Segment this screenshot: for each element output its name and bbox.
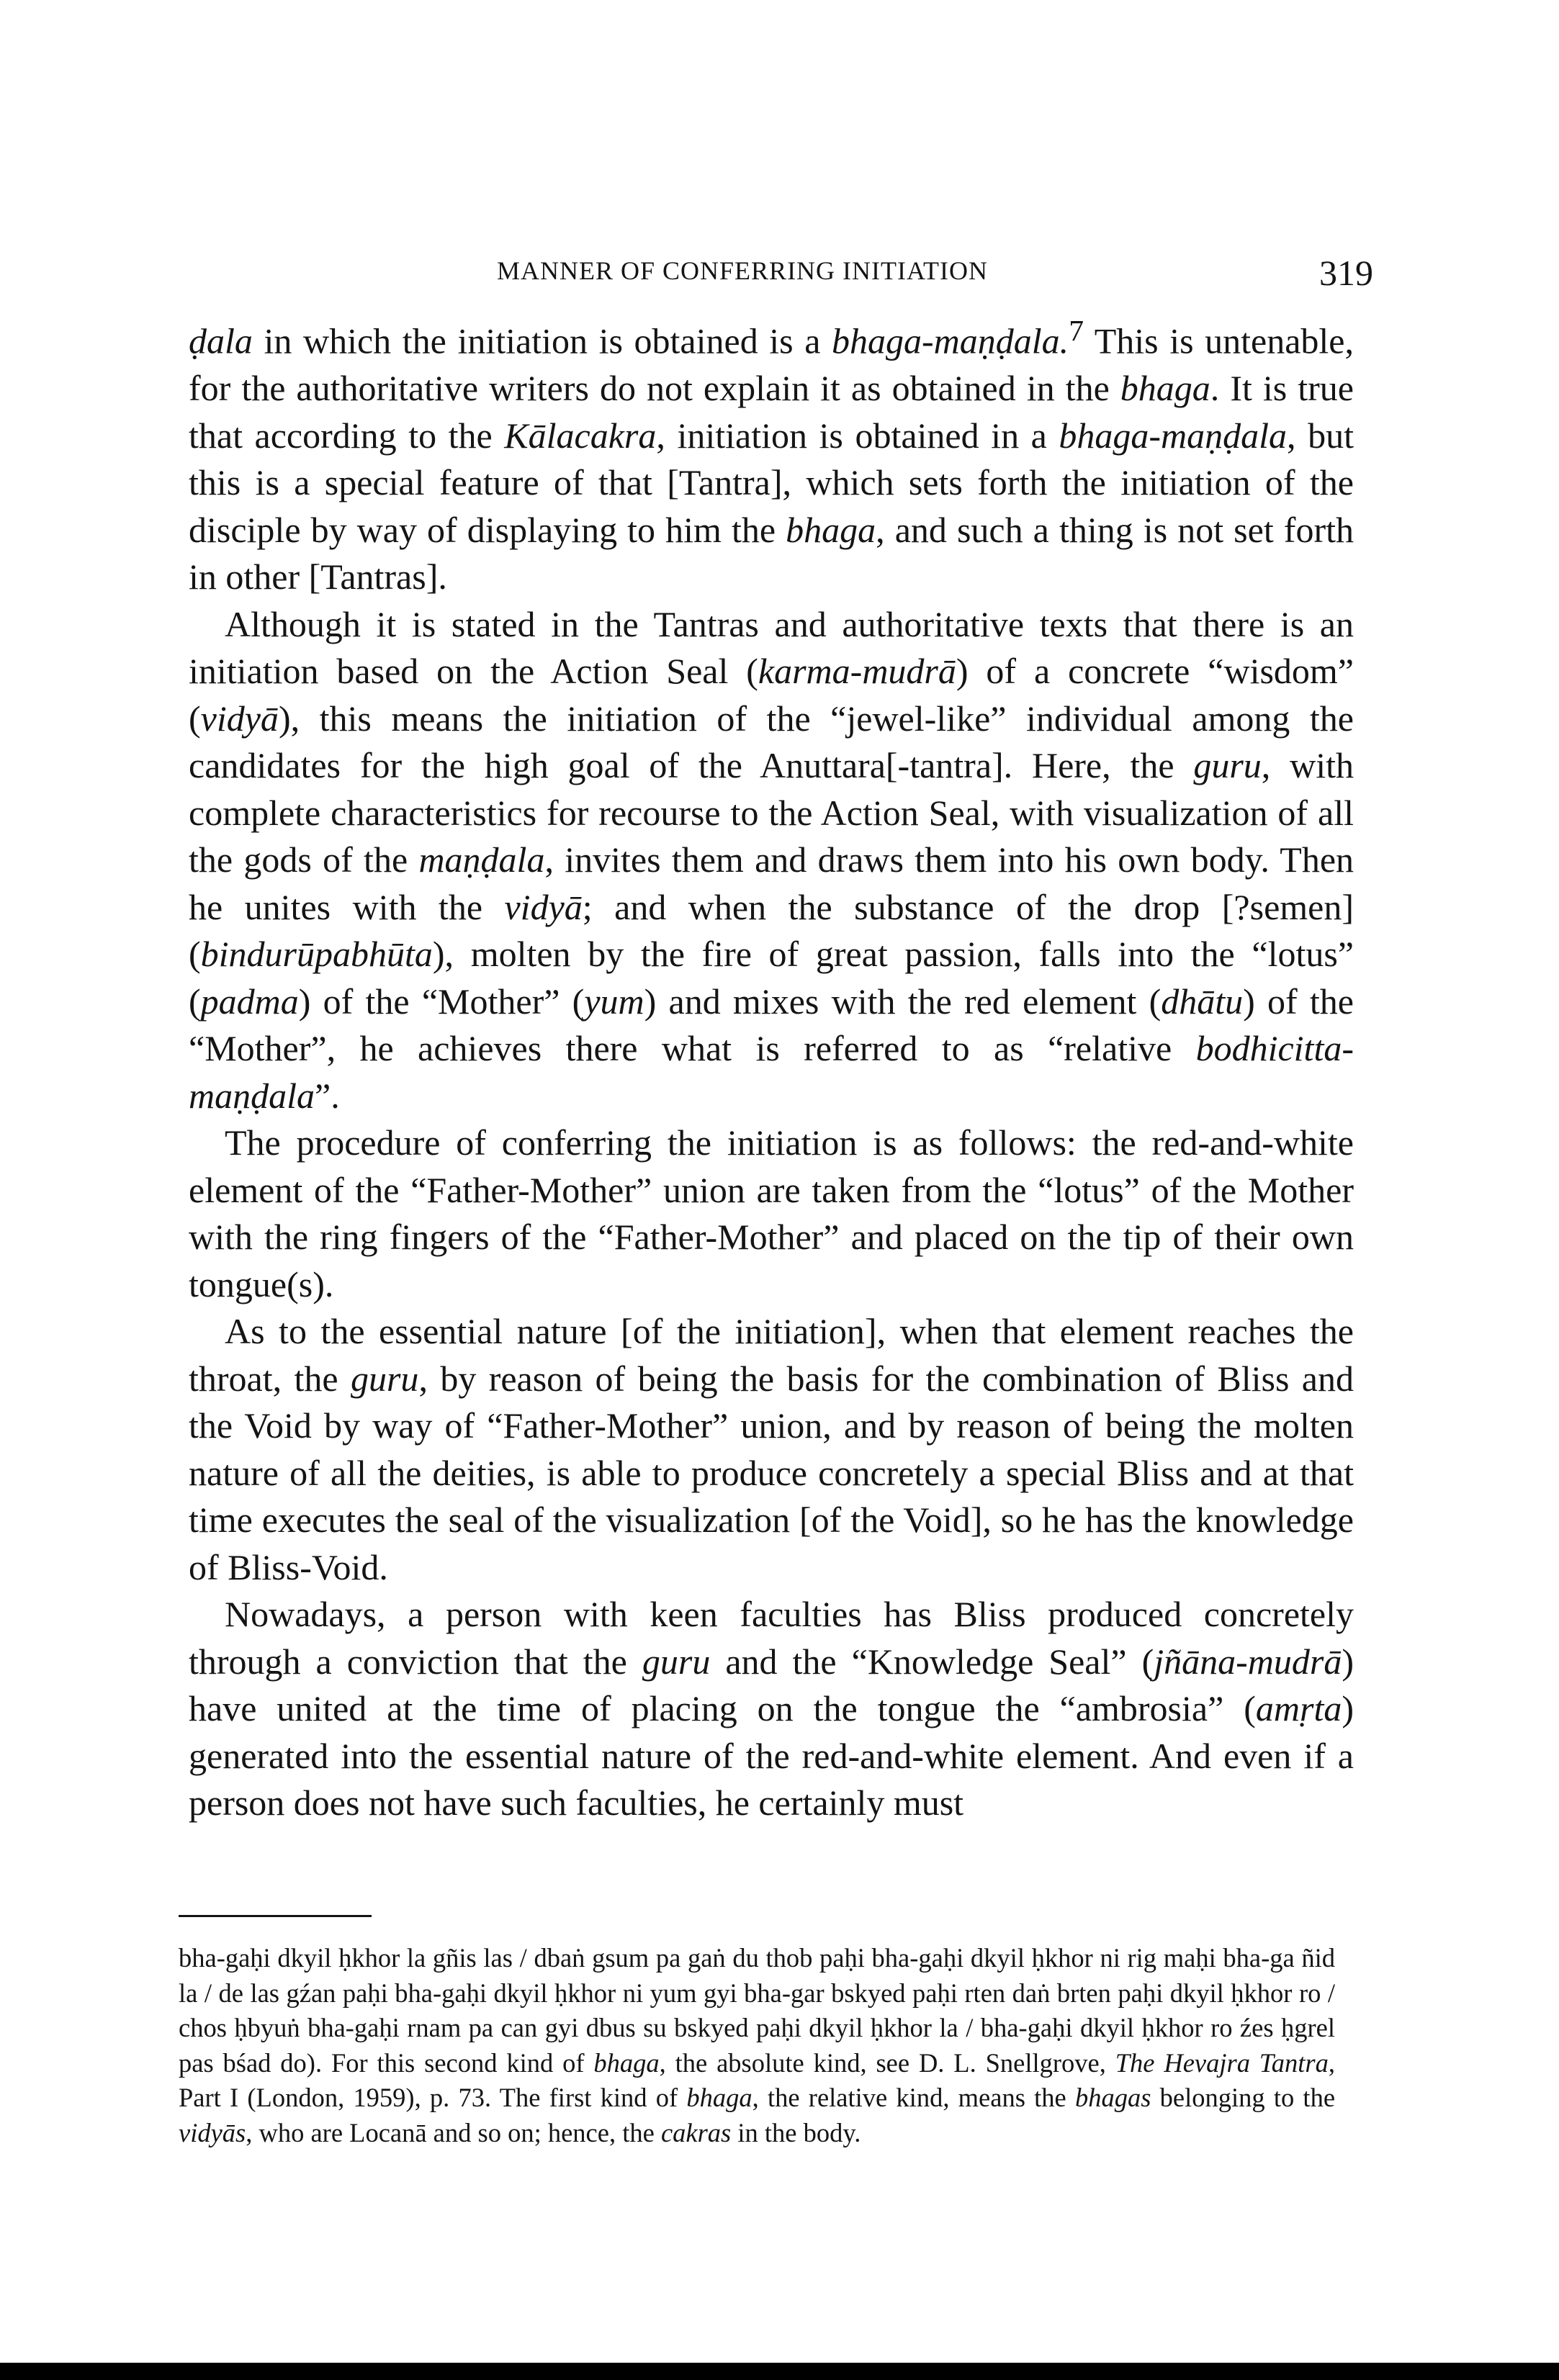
paragraph-4: As to the essential nature [of the initiation], when that element reaches the throat, the guru, by reason of being the basis for the combination of Bliss and the Void by way of “Father-Mother” union, and by reason of being the molten nature of all the deities, is able to produce concretely a special Bliss and at that time executes the seal of the visualization [of the Void], so he has the knowledge of Bliss-Void. xyxy=(189,1311,1354,1587)
footnote-text: bha-gaḥi dkyil ḥkhor la gñis las / dbaṅ gsum pa gaṅ du thob paḥi bha-gaḥi dkyil ḥkhor ni rig maḥi bha-ga ñid la / de las gźan paḥi bha-gaḥi dkyil ḥkhor ni yum gyi bha-gar bskyed paḥi rten daṅ brten paḥi dkyil ḥkhor ro / chos ḥbyuṅ bha-gaḥi rnam pa can gyi dbus su bskyed paḥi dkyil ḥkhor la / bha-gaḥi dkyil ḥkhor ro źes ḥgrel pas bśad do). For this second kind of bhaga, the absolute kind, see D. L. Snellgrove, The Hevajra Tantra, Part I (London, 1959), p. 73. The first kind of bhaga, the relative kind, means the bhagas belonging to the vidyās, who are Locanā and so on; hence, the cakras in the body. xyxy=(179,1943,1336,2147)
scan-edge xyxy=(0,2363,1559,2380)
page-number: 319 xyxy=(1319,253,1373,293)
paragraph-2: Although it is stated in the Tantras and authoritative texts that there is an initiation based on the Action Seal (karma-mudrā) of a concrete “wisdom” (vidyā), this means the initiation of the “jewel-like” individual among the candidates for the high goal of the Anuttara[-tantra]. Here, the guru, with complete characteristics for recourse to the Action Seal, with visualization of all the gods of the maṇḍala, invites them and draws them into his own body. Then he unites with the vidyā; and when the substance of the drop [?semen] (bindurūpabhūta), molten by the fire of great passion, falls into the “lotus” (padma) of the “Mother” (yum) and mixes with the red element (dhātu) of the “Mother”, he achieves there what is referred to as “relative bodhicitta-maṇḍala”. xyxy=(189,603,1354,1116)
paragraph-5: Nowadays, a person with keen faculties has Bliss produced concretely through a conviction that the guru and the “Knowledge Seal” (jñāna-mudrā) have united at the time of placing on the tongue the “ambrosia” (amṛta) generated into the essential nature of the red-and-white element. And even if a person does not have such faculties, he certainly must xyxy=(189,1594,1354,1824)
running-header: MANNER OF CONFERRING INITIATION xyxy=(497,256,988,285)
main-text xyxy=(189,308,1354,1827)
footnote-rule xyxy=(179,1915,372,1917)
paragraph-3: The procedure of conferring the initiation is as follows: the red-and-white element of the “Father-Mother” union are taken from the “lotus” of the Mother with the ring fingers of the “Father-Mother” and placed on the tip of their own tongue(s). xyxy=(189,1122,1354,1304)
paragraph-1: ḍala in which the initiation is obtained is a bhaga-maṇḍala.$^7$ This is untenable, for the authoritative writers do not explain it as obtained in the bhaga. It is true that according to the Kālacakra, initiation is obtained in a bhaga-maṇḍala, but this is a special feature of that [Tantra], which sets forth the initiation of the disciple by way of displaying to him the bhaga, and such a thing is not set forth in other [Tantras]. xyxy=(189,315,1354,598)
